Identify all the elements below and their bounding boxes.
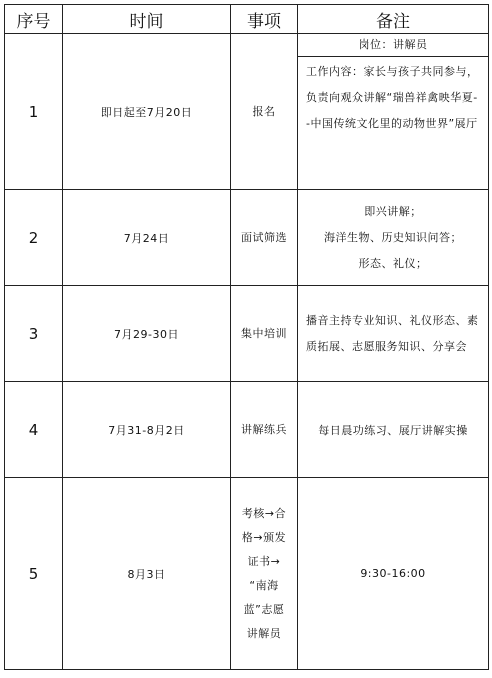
header-no: 序号 [5, 5, 63, 34]
table-row [5, 478, 489, 670]
row-item: 报名 [231, 34, 298, 190]
header-note: 备注 [298, 5, 489, 34]
row-item: 讲解练兵 [231, 382, 298, 478]
item-line: “南海 [249, 578, 279, 592]
row-number: 5 [5, 478, 63, 670]
schedule-table [4, 4, 489, 670]
row-item: 面试筛选 [231, 190, 298, 286]
note-line: 即兴讲解； [364, 204, 422, 218]
row-note: 每日晨功练习、展厅讲解实操 [298, 382, 489, 478]
item-line: 证书→ [247, 554, 281, 568]
item-line: 讲解员 [246, 626, 282, 640]
header-item: 事项 [231, 5, 298, 34]
row-time: 7月29-30日 [63, 286, 231, 382]
table-row [5, 34, 489, 190]
table-row [5, 190, 489, 286]
header-time: 时间 [63, 5, 231, 34]
table-row [5, 382, 489, 478]
note-line: 海洋生物、历史知识问答； [324, 230, 462, 244]
row-time: 7月24日 [63, 190, 231, 286]
row-note: 9:30-16:00 [298, 478, 489, 670]
row-number: 2 [5, 190, 63, 286]
row-time: 7月31-8月2日 [63, 382, 231, 478]
note-position: 岗位：讲解员 [298, 34, 488, 57]
note-line: 形态、礼仪； [358, 256, 428, 270]
header-row [5, 5, 489, 34]
row-note [298, 34, 489, 190]
row-note [298, 190, 489, 286]
row-number: 1 [5, 34, 63, 190]
note-description: 工作内容：家长与孩子共同参与，负责向观众讲解“瑞兽祥禽映华夏--中国传统文化里的动物世界”展厅 [306, 65, 479, 130]
row-note [298, 286, 489, 382]
row-item: 集中培训 [231, 286, 298, 382]
item-line: 格→颁发 [241, 530, 287, 544]
table-row [5, 286, 489, 382]
item-line: 考核→合 [241, 506, 287, 520]
row-time: 即日起至7月20日 [63, 34, 231, 190]
row-item [231, 478, 298, 670]
note-description: 播音主持专业知识、礼仪形态、素质拓展、志愿服务知识、分享会 [306, 313, 479, 353]
row-number: 4 [5, 382, 63, 478]
row-number: 3 [5, 286, 63, 382]
item-line: 蓝”志愿 [243, 602, 285, 616]
row-time: 8月3日 [63, 478, 231, 670]
